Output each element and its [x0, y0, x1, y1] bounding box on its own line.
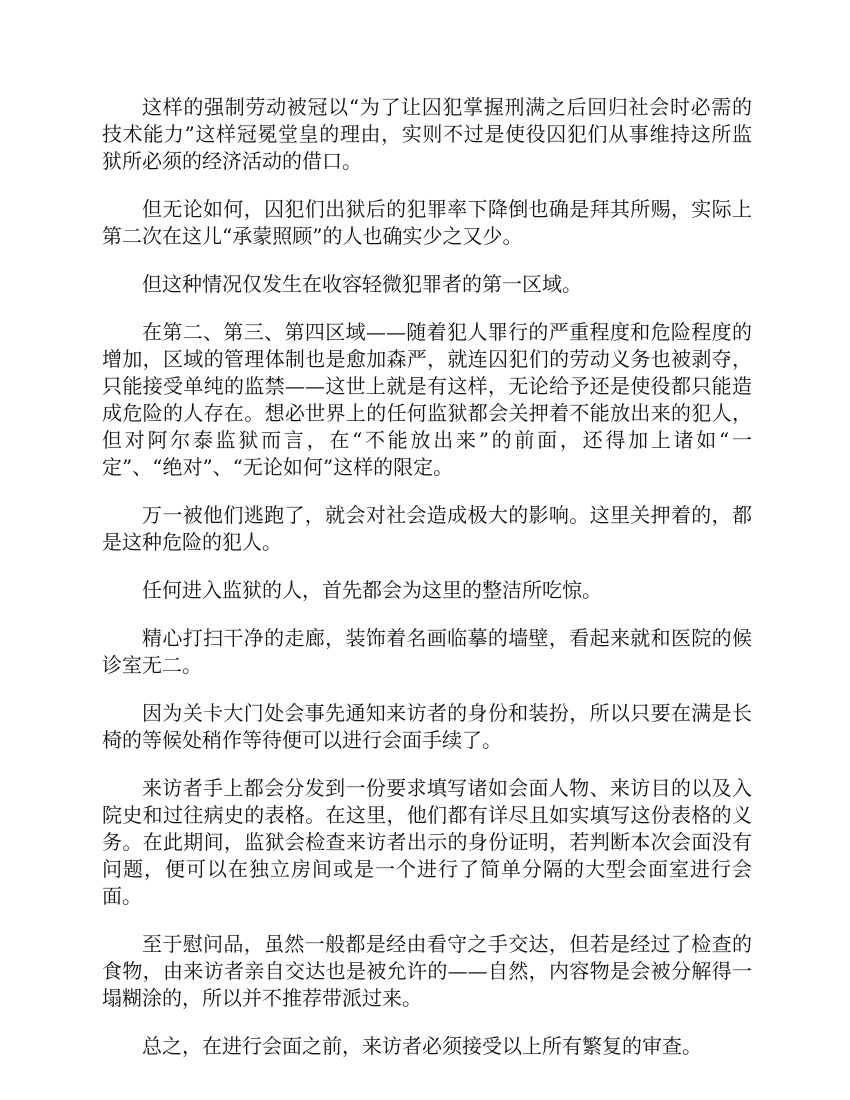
paragraph: 这样的强制劳动被冠以“为了让囚犯掌握刑满之后回归社会时必需的技术能力”这样冠冕堂皇的理由，实则不过是使役囚犯们从事维持这所监狱所必须的经济活动的借口。 [102, 95, 752, 173]
paragraph: 精心打扫干净的走廊，装饰着名画临摹的墙壁，看起来就和医院的候诊室无二。 [102, 626, 752, 677]
paragraph: 任何进入监狱的人，首先都会为这里的整洁所吃惊。 [142, 578, 602, 602]
paragraph: 万一被他们逃跑了，就会对社会造成极大的影响。这里关押着的，都是这种危险的犯人。 [102, 503, 752, 554]
paragraph: 来访者手上都会分发到一份要求填写诸如会面人物、来访目的以及入院史和过往病史的表格。在这里，他们都有详尽且如实填写这份表格的义务。在此期间，监狱会检查来访者出示的身份证明，若判断本次会面没有问题，便可以在独立房间或是一个进行了简单分隔的大型会面室进行会面。 [102, 776, 752, 908]
paragraph: 总之，在进行会面之前，来访者必须接受以上所有繁复的审查。 [142, 1034, 702, 1058]
document-page [102, 94, 752, 1081]
paragraph: 但这种情况仅发生在收容轻微犯罪者的第一区域。 [142, 272, 582, 296]
paragraph: 至于慰问品，虽然一般都是经由看守之手交达，但若是经过了检查的食物，由来访者亲自交达也是被允许的——自然，内容物是会被分解得一塌糊涂的，所以并不推荐带派过来。 [102, 932, 752, 1010]
paragraph: 但无论如何，囚犯们出狱后的犯罪率下降倒也确是拜其所赐，实际上第二次在这儿“承蒙照顾”的人也确实少之又少。 [102, 197, 752, 248]
paragraph: 在第二、第三、第四区域——随着犯人罪行的严重程度和危险程度的增加，区域的管理体制也是愈加森严，就连囚犯们的劳动义务也被剥夺，只能接受单纯的监禁——这世上就是有这样，无论给予还是使役都只能造成危险的人存在。想必世界上的任何监狱都会关押着不能放出来的犯人，但对阿尔泰监狱而言，在“不能放出来”的前面，还得加上诸如“一定”、“绝对”、“无论如何”这样的限定。 [102, 320, 752, 479]
paragraph: 因为关卡大门处会事先通知来访者的身份和装扮，所以只要在满是长椅的等候处稍作等待便可以进行会面手续了。 [102, 701, 752, 752]
